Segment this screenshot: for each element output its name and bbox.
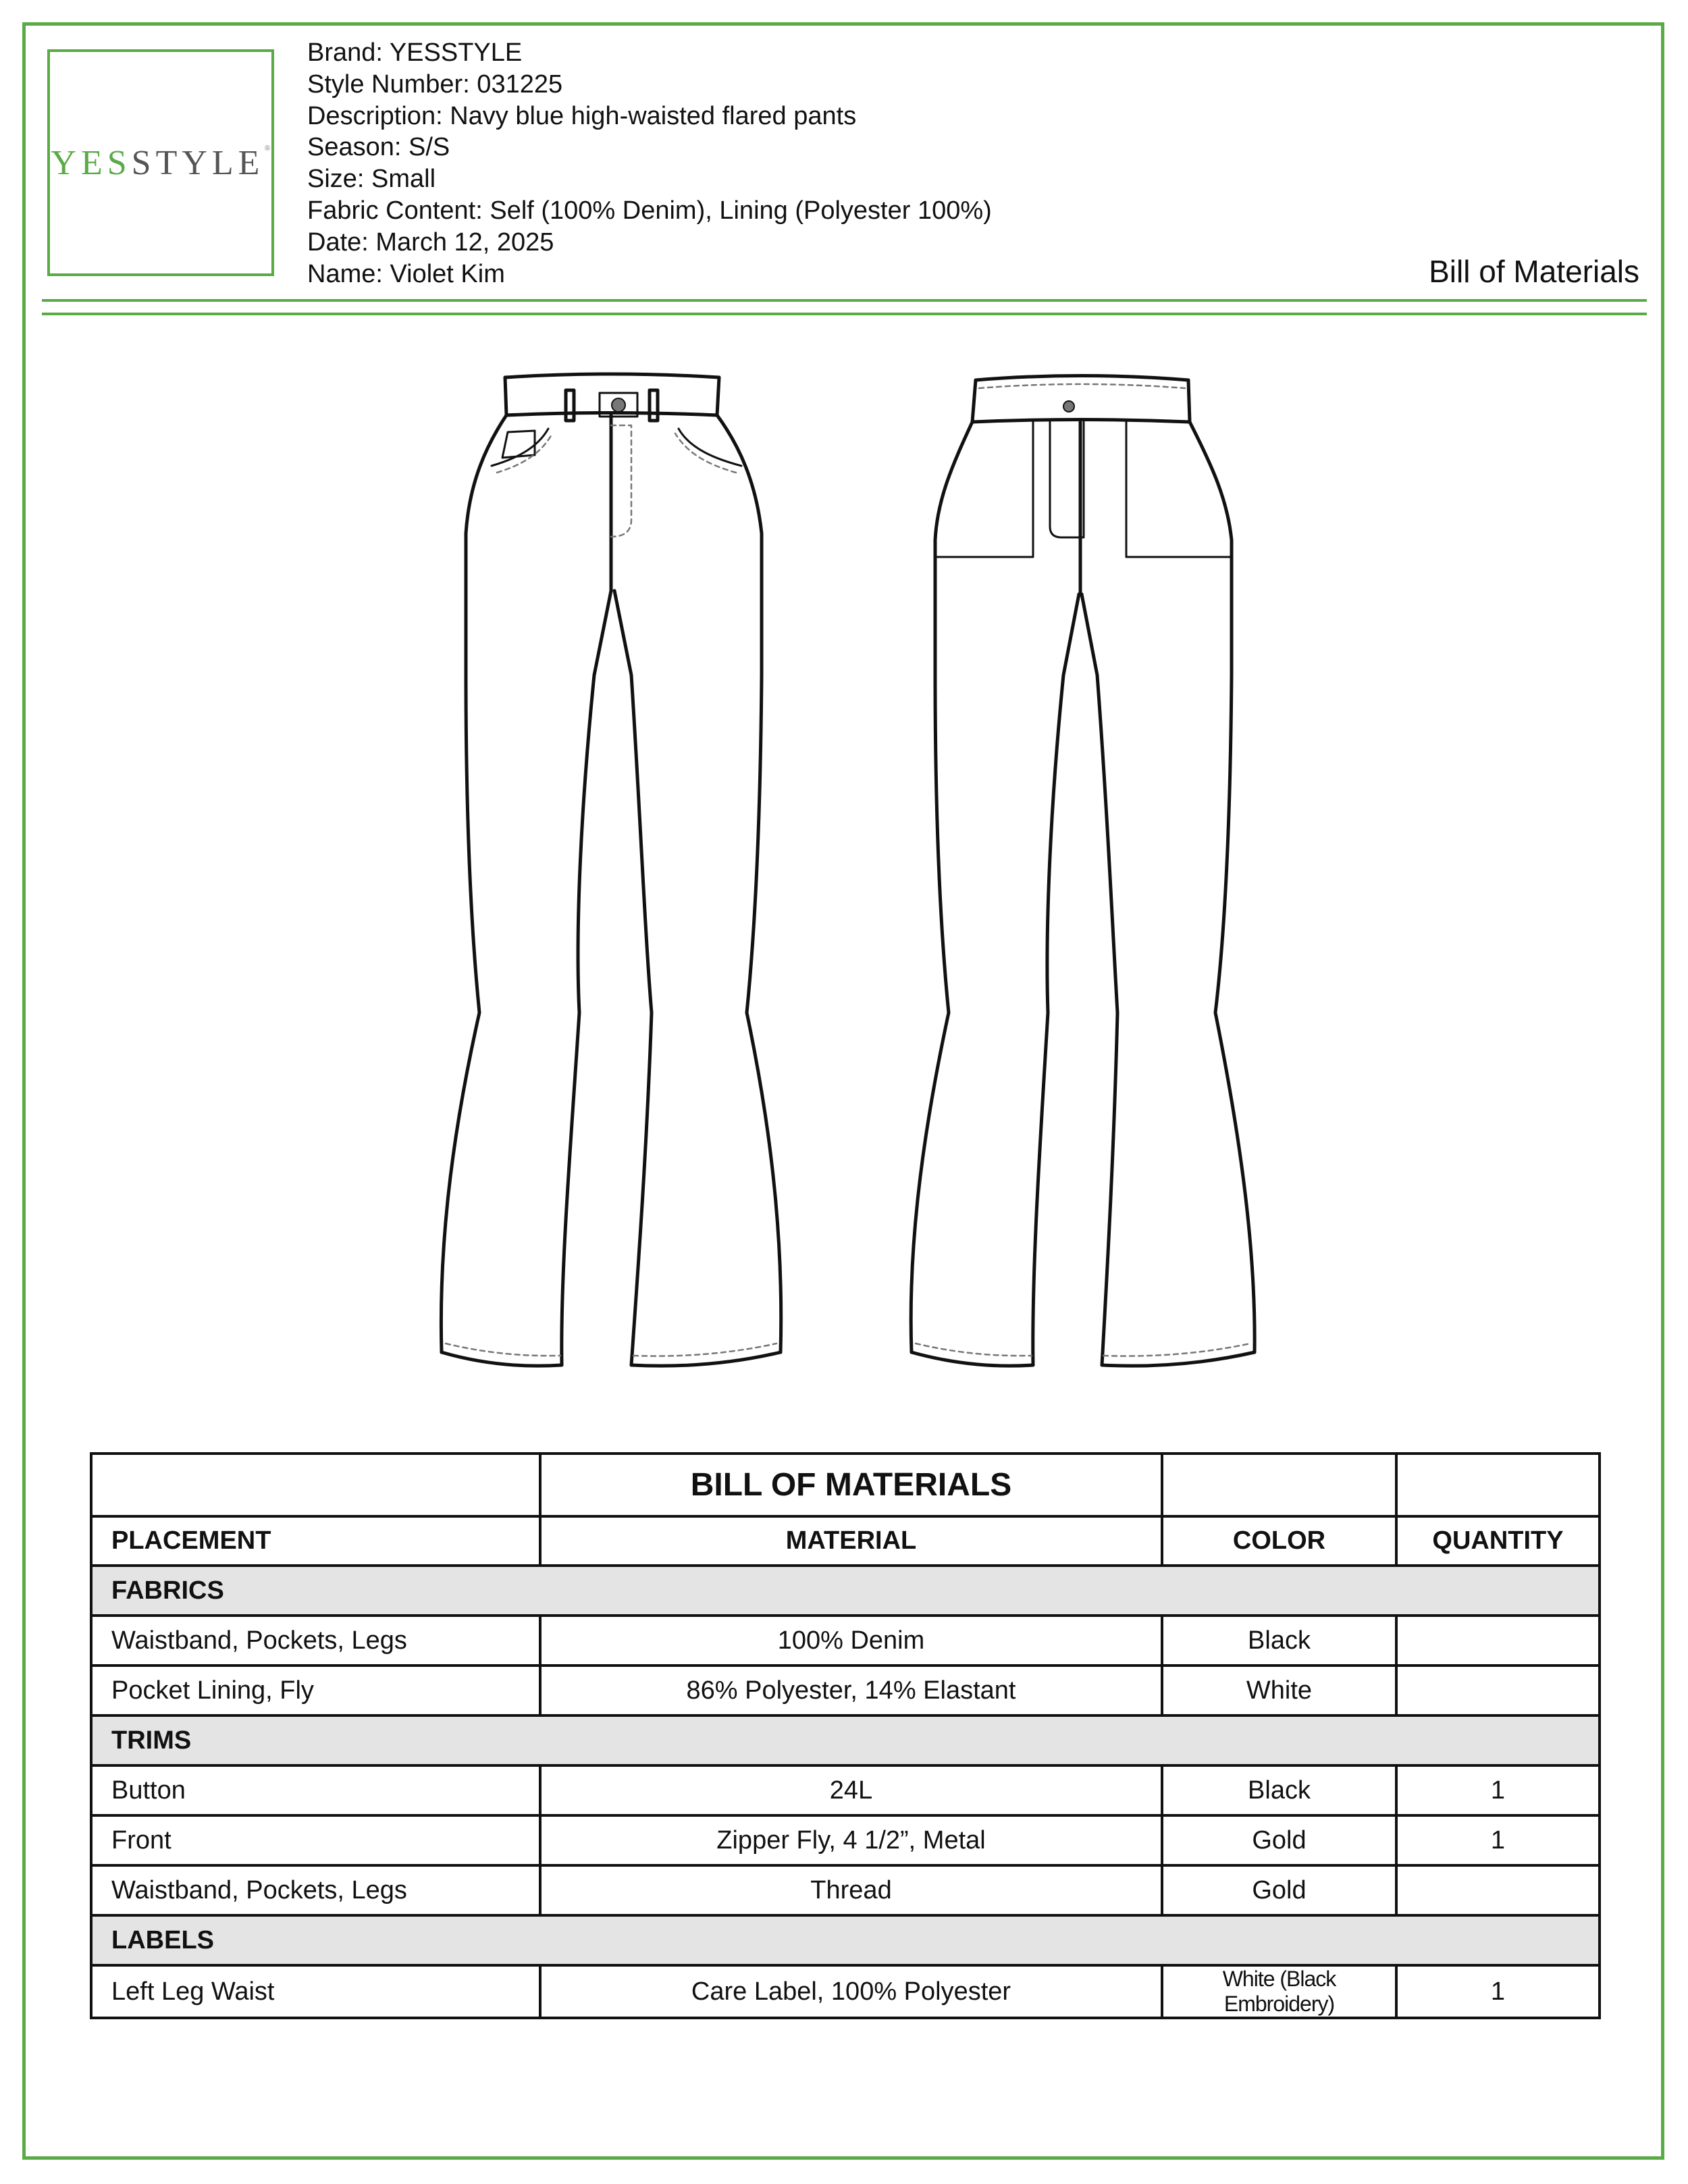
back-hem-stitch-left	[916, 1343, 1032, 1356]
logo-yes: YES	[51, 143, 132, 182]
front-waistband-top	[505, 374, 719, 377]
season-line: Season: S/S	[307, 133, 450, 162]
table-header-row	[91, 1516, 1600, 1566]
description-line: Description: Navy blue high-waisted flared pants	[307, 101, 857, 130]
back-left-inseam	[1033, 594, 1079, 1365]
table-row	[91, 1865, 1600, 1915]
back-waistband-top	[976, 376, 1188, 381]
material-cell: Zipper Fly, 4 1/2”, Metal	[540, 1815, 1162, 1865]
table-row	[91, 1765, 1600, 1815]
placement-cell: Waistband, Pockets, Legs	[91, 1616, 540, 1666]
front-button	[612, 398, 625, 412]
section-label: TRIMS	[91, 1715, 1600, 1765]
column-header-material: MATERIAL	[540, 1516, 1162, 1566]
column-header-color: COLOR	[1162, 1516, 1396, 1566]
front-waistband	[505, 377, 719, 415]
table-title-row	[91, 1454, 1600, 1516]
back-right-inseam	[1082, 594, 1117, 1365]
front-right-outseam	[717, 415, 781, 1352]
color-cell: White	[1162, 1666, 1396, 1715]
section-row-fabrics	[91, 1566, 1600, 1616]
quantity-cell	[1396, 1616, 1600, 1666]
back-button	[1063, 401, 1074, 412]
logo-style: STYLE	[131, 143, 265, 182]
material-cell: 24L	[540, 1765, 1162, 1815]
front-left-hem	[442, 1352, 562, 1366]
column-header-placement: PLACEMENT	[91, 1516, 540, 1566]
color-cell: Gold	[1162, 1865, 1396, 1915]
back-waistband-stitch	[979, 384, 1185, 388]
table-row	[91, 1965, 1600, 2018]
material-cell: 100% Denim	[540, 1616, 1162, 1666]
front-view-drawing	[441, 374, 781, 1366]
placement-cell: Pocket Lining, Fly	[91, 1666, 540, 1715]
back-left-outseam	[911, 422, 972, 1352]
back-view-drawing	[911, 376, 1255, 1366]
color-cell: White (Black Embroidery)	[1162, 1965, 1396, 2018]
document-title: Bill of Materials	[1429, 254, 1639, 289]
back-right-pocket	[1126, 422, 1230, 557]
table-row	[91, 1815, 1600, 1865]
fabric-content-line: Fabric Content: Self (100% Denim), Lining (Polyester 100%)	[307, 196, 992, 225]
front-left-inseam	[562, 591, 611, 1365]
back-hem-stitch-right	[1103, 1343, 1250, 1356]
name-line: Name: Violet Kim	[307, 259, 505, 288]
quantity-cell	[1396, 1666, 1600, 1715]
quantity-cell	[1396, 1865, 1600, 1915]
placement-cell: Button	[91, 1765, 540, 1815]
section-label: FABRICS	[91, 1566, 1600, 1616]
placement-cell: Left Leg Waist	[91, 1965, 540, 2018]
material-cell: Care Label, 100% Polyester	[540, 1965, 1162, 2018]
quantity-cell: 1	[1396, 1765, 1600, 1815]
color-cell: Black	[1162, 1616, 1396, 1666]
section-row-trims	[91, 1715, 1600, 1765]
belt-loop-left	[566, 390, 574, 421]
front-left-outseam	[441, 415, 506, 1352]
section-row-labels	[91, 1915, 1600, 1965]
date-line: Date: March 12, 2025	[307, 228, 554, 257]
coin-pocket	[502, 431, 535, 458]
belt-loop-right	[650, 390, 658, 421]
quantity-cell: 1	[1396, 1965, 1600, 2018]
color-cell: Gold	[1162, 1815, 1396, 1865]
right-front-pocket	[679, 429, 741, 466]
size-line: Size: Small	[307, 165, 436, 194]
column-header-quantity: QUANTITY	[1396, 1516, 1600, 1566]
section-label: LABELS	[91, 1915, 1600, 1965]
material-cell: 86% Polyester, 14% Elastant	[540, 1666, 1162, 1715]
front-right-inseam	[614, 591, 652, 1365]
front-hem-stitch-right	[633, 1343, 776, 1356]
bill-of-materials-table	[90, 1452, 1601, 2019]
style-number-line: Style Number: 031225	[307, 70, 563, 99]
placement-cell: Front	[91, 1815, 540, 1865]
quantity-cell: 1	[1396, 1815, 1600, 1865]
brand-line: Brand: YESSTYLE	[307, 38, 523, 67]
left-front-pocket	[492, 429, 548, 466]
front-hem-stitch-left	[446, 1343, 560, 1356]
color-cell: Black	[1162, 1765, 1396, 1815]
back-right-outseam	[1190, 422, 1255, 1352]
placement-cell: Waistband, Pockets, Legs	[91, 1865, 540, 1915]
back-left-hem	[912, 1352, 1033, 1366]
table-row	[91, 1666, 1600, 1715]
material-cell: Thread	[540, 1865, 1162, 1915]
back-left-pocket	[937, 422, 1033, 557]
front-fly-stitch	[611, 425, 631, 537]
table-title: BILL OF MATERIALS	[540, 1454, 1162, 1516]
table-row	[91, 1616, 1600, 1666]
logo-registered-mark: ®	[264, 142, 271, 153]
